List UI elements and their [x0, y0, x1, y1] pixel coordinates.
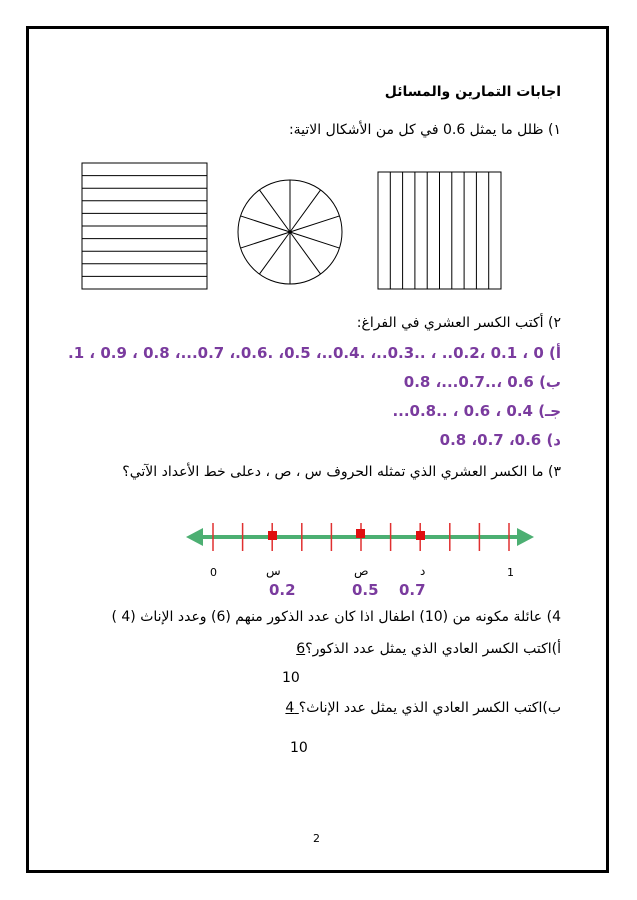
answer-2c: جـ) 0.4 ، 0.6 ، ..0.8...: [392, 402, 561, 420]
question-4a: [296, 641, 561, 657]
point-sad: [356, 529, 365, 538]
fraction-4b-numerator: 4: [285, 700, 299, 716]
page-number: 2: [313, 832, 320, 845]
question-4a-text: أ)اكتب الكسر العادي الذي يمثل عدد الذكور؟: [305, 641, 561, 657]
answer-2d: د) 0.6، 0.7، 0.8: [439, 431, 561, 449]
label-s: س: [266, 564, 281, 578]
label-sad: ص: [354, 564, 369, 578]
page-title: اجابات التمارين والمسائل: [384, 84, 561, 100]
right-arrow-head: [517, 528, 534, 546]
fraction-4a-numerator: 6: [296, 641, 306, 657]
label-one: 1: [507, 566, 514, 579]
label-zero: 0: [210, 566, 217, 579]
answer-s: 0.2: [269, 581, 296, 599]
point-s: [268, 531, 277, 540]
answer-2b: ب) 0.6 ،..0.7...، 0.8: [403, 373, 561, 391]
question-4b-text: ب)اكتب الكسر العادي الذي يمثل عدد الإناث؟: [298, 700, 561, 716]
answer-sad: 0.5: [352, 581, 379, 599]
answer-dal: 0.7: [399, 581, 426, 599]
question-4b: [285, 700, 561, 716]
question-2: ٢) أكتب الكسر العشري في الفراغ:: [356, 315, 561, 331]
left-arrow-head: [186, 528, 203, 546]
fraction-4a-denominator: 10: [282, 670, 300, 686]
label-dal: د: [420, 564, 426, 578]
point-dal: [416, 531, 425, 540]
fraction-4b-denominator: 10: [290, 740, 308, 756]
answer-2a: أ) 0 ، 0.1 ،0.2.. ، ..0.3..، .0.4..، 0.5، .0.6.، 0.7...، 0.8 ، 0.9 ، 1.: [68, 344, 561, 362]
question-4: 4) عائلة مكونه من (10) اطفال اذا كان عدد الذكور منهم (6) وعدد الإناث (4 ): [111, 609, 561, 625]
question-3: ٣) ما الكسر العشري الذي تمثله الحروف س ، ص ، دعلى خط الأعداد الآتي؟: [122, 464, 561, 480]
question-1: ١) ظلل ما يمثل 0.6 في كل من الأشكال الاتية:: [288, 122, 561, 138]
